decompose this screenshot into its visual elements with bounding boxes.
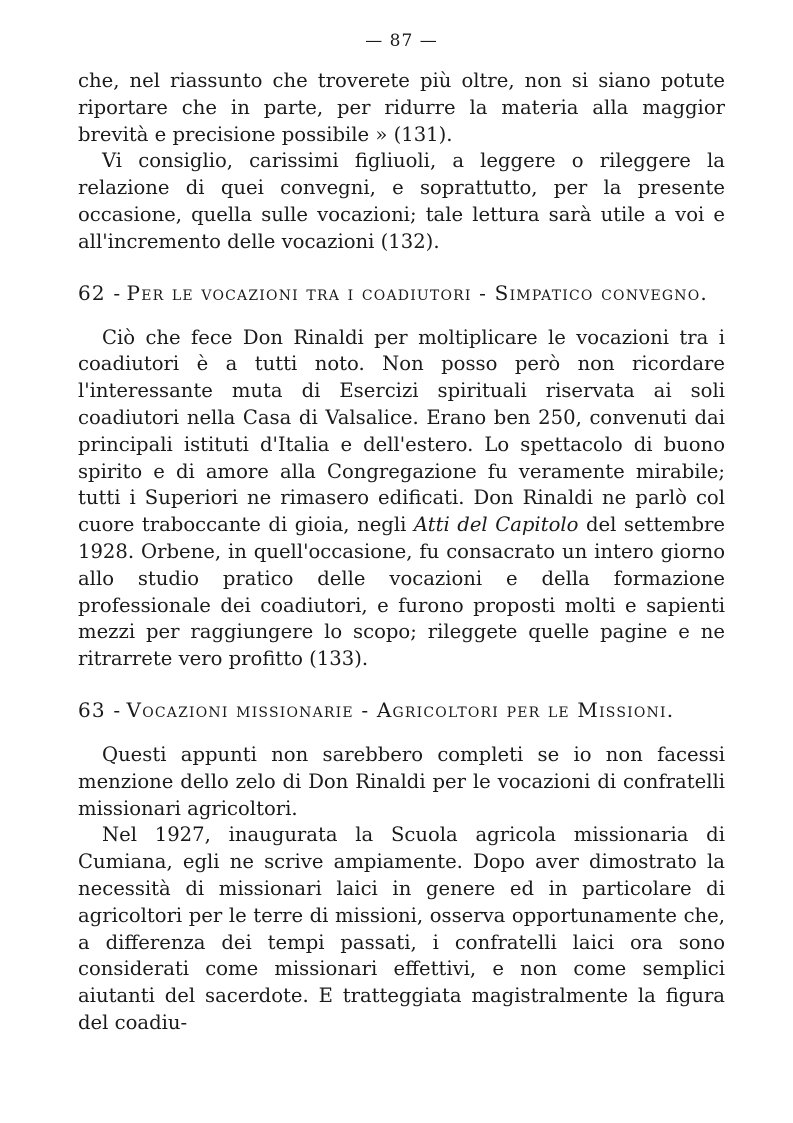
section-title: Vocazioni missionarie - Agricoltori per le Missioni. (126, 697, 675, 722)
paragraph-agricoltori: Questi appunti non sarebbero completi se io non facessi menzione dello zelo di Don Rinaldi per le vocazioni di confratelli missionari agricoltori. (78, 742, 725, 820)
section-title: Per le vocazioni tra i coadiutori - Simpatico convegno. (126, 280, 708, 305)
paragraph-continuation: che, nel riassunto che troverete più oltre, non si siano potute riportare che in parte, per ridurre la materia alla maggior brevità e precisione possibile » (131). (78, 69, 725, 146)
paragraph-cumiana: Nel 1927, inaugurata la Scuola agricola missionaria di Cumiana, egli ne scrive ampiamente. Dopo aver dimostrato la necessità di missionari laici in genere ed in particolare di agricoltori per le terre di missioni, osserva opportunamente che, a differenza dei tempi passati, i confratelli laici ora sono considerati come missionari effettivi, e non come semplici aiutanti del sacerdote. E tratteggiata magistralmente la figura del coadiu- (78, 823, 725, 1034)
paragraph-text: Ciò che fece Don Rinaldi per moltiplicare le vocazioni tra i coadiutori è a tutti noto. Non posso però non ricordare l'interessante muta di Esercizi spirituali riservata ai soli coadiutori nella Casa di Valsalice. Erano ben 250, convenuti dai principali istituti d'Italia e dell'estero. Lo spettacolo di buono spirito e di amore alla Congregazione fu veramente mirabile; tutti i Superiori ne rimasero edificati. Don Rinaldi ne parlò col cuore traboccante di gioia, negli (78, 325, 725, 537)
section-number: 63 (78, 697, 106, 722)
paragraph-convegni: Vi consiglio, carissimi figliuoli, a leggere o rileggere la relazione di quei convegni, e soprattutto, per la presente occasione, quella sulle vocazioni; tale lettura sarà utile a voi e all'incremento delle vocazioni (132). (78, 149, 725, 253)
page-number: — 87 — (365, 31, 438, 51)
paragraph-coadiutori (78, 325, 725, 673)
section-heading-63: 63 - Vocazioni missionarie - Agricoltori per le Missioni. (78, 697, 675, 722)
italic-citation: Atti del Capitolo (413, 513, 579, 537)
section-number: 62 (78, 280, 106, 305)
section-heading-62: 62 - Per le vocazioni tra i coadiutori - Simpatico convegno. (78, 280, 708, 305)
paragraph-text: del settembre 1928. Orbene, in quell'occasione, fu consacrato un intero giorno allo studio pratico delle vocazioni e della formazione professionale dei coadiutori, e furono proposti molti e sapienti mezzi per raggiungere lo scopo; rileggete quelle pagine e ne ritrarrete vero profitto (133). (78, 513, 726, 671)
